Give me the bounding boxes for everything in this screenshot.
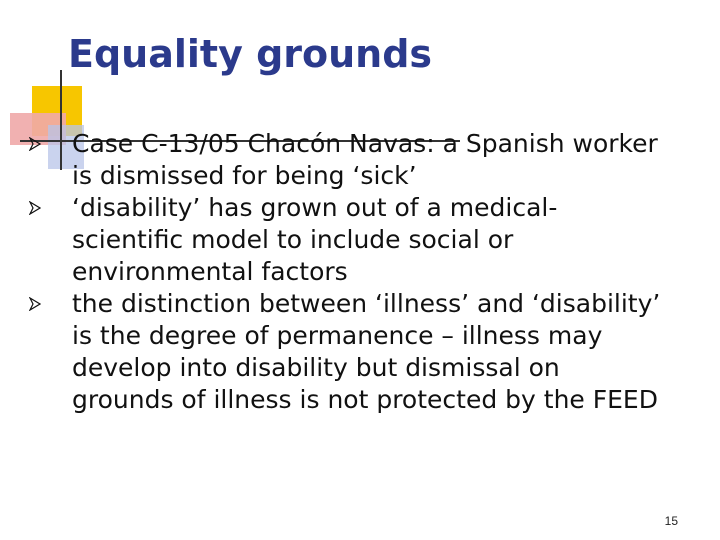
arrow-bullet-icon [28,128,42,160]
page-number: 15 [664,514,678,528]
bullet-text: ‘disability’ has grown out of a medical-scientific model to include social or environmental factors [72,193,558,286]
bullet-text: the distinction between ‘illness’ and ‘disability’ is the degree of permanence – illness may develop into disability but dismissal on grounds of illness is not protected by the FEED [72,289,661,414]
bullet-text: Case C-13/05 Chacón Navas: a Spanish worker is dismissed for being ‘sick’ [72,129,658,190]
arrow-bullet-icon [28,288,42,320]
bullet-list [28,128,668,416]
slide-title: Equality grounds [68,32,433,76]
bullet-item [28,192,668,288]
bullet-item [28,288,668,416]
bullet-item [28,128,668,192]
arrow-bullet-icon [28,192,42,224]
